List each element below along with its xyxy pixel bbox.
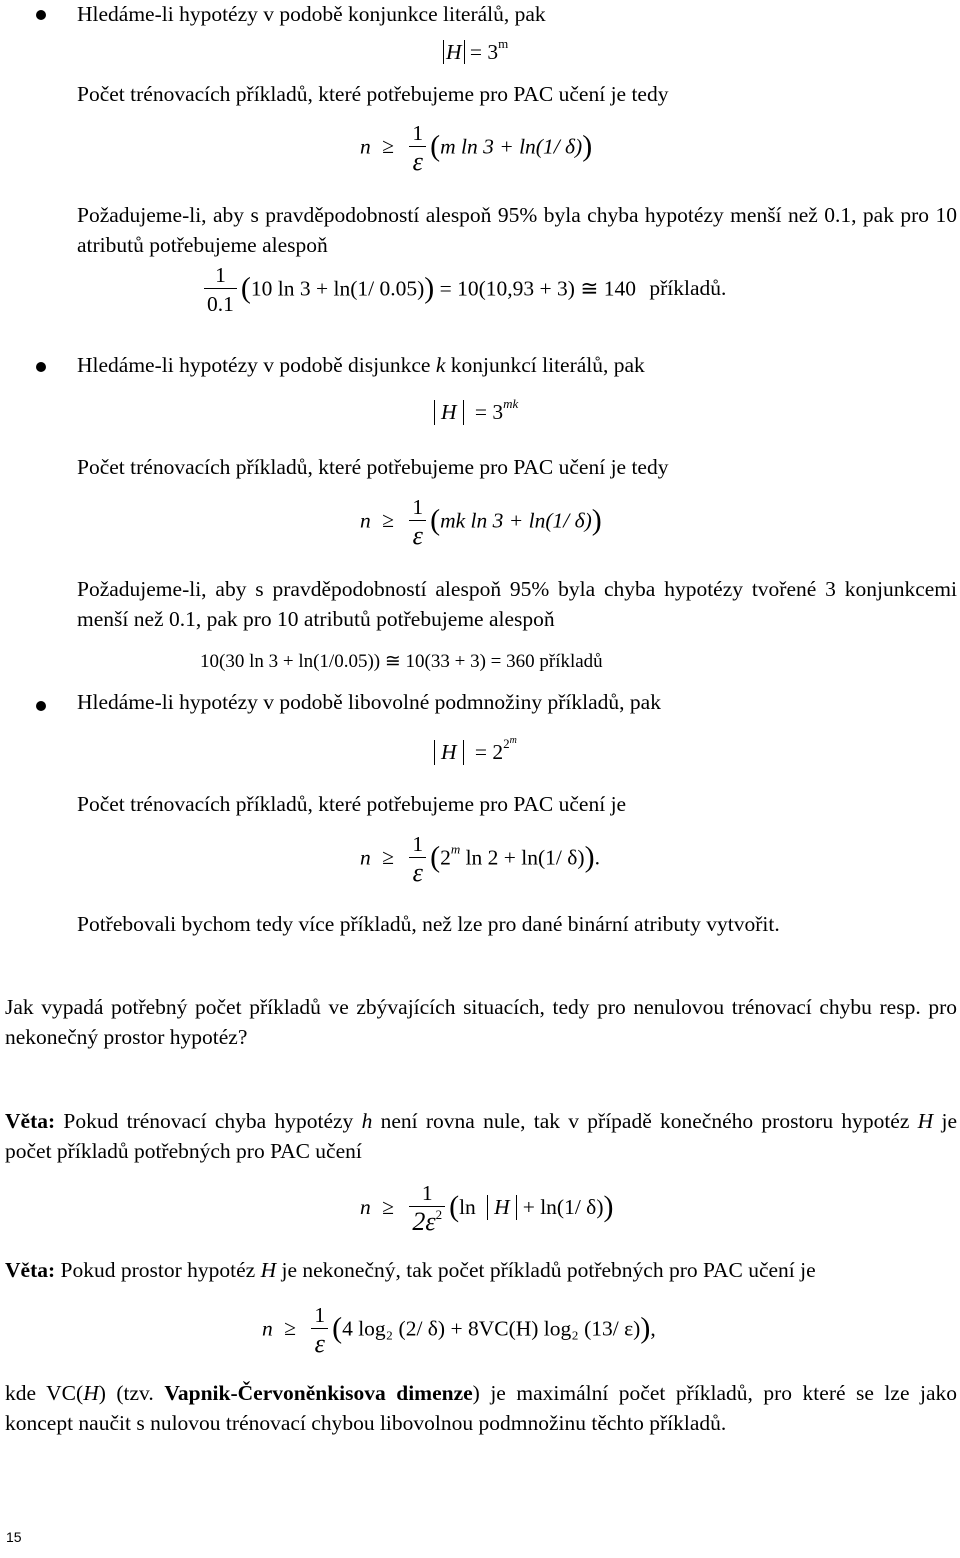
fraction [311, 1302, 328, 1359]
theorem-label: Věta: [5, 1258, 56, 1282]
geq-symbol: ≥ [382, 134, 394, 159]
H-exponent: mk [503, 396, 519, 411]
numerator: 1 [409, 831, 426, 858]
n-symbol: n [262, 1316, 273, 1341]
theorem-text: je počet příkladů potřebných pro PAC učení [5, 1109, 957, 1163]
item1-bound-formula: n ≥ $\frac{1}{\varepsilon}$ (m ln 3 + ln(1/ δ)) [360, 121, 593, 176]
formula-body: 4 log₂ (2/ δ) + 8VC(H) log₂ (13/ ε) [342, 1316, 641, 1341]
fraction [204, 262, 237, 319]
bullet [36, 362, 46, 372]
item3-conclusion: Potřebovali bychom tedy více příkladů, než lze pro dané binární atributy vytvořit. [77, 912, 780, 936]
bullet [36, 10, 46, 20]
denominator: 0.1 [207, 292, 234, 316]
theorem-label: Věta: [5, 1109, 56, 1133]
denominator: ε [314, 1329, 325, 1358]
numerator: 1 [311, 1302, 328, 1329]
calc-result: = 10(10,93 + 3) ≅ 140 [439, 276, 636, 301]
H-symbol: H [443, 40, 462, 64]
item3-intro: Hledáme-li hypotézy v podobě libovolné podmnožiny příkladů, pak [77, 690, 661, 714]
vc-text: ) (tzv. [98, 1381, 154, 1405]
item1-intro: Hledáme-li hypotézy v podobě konjunkce literálů, pak [77, 2, 546, 26]
item1-calc-formula: $\frac{1}{0.1}$ (10 ln 3 + ln(1/ 0.05)) = 10(10,93 + 3) ≅ 140 příkladů. [200, 262, 726, 319]
H-symbol: H [434, 400, 464, 425]
item1-requirement: Požadujeme-li, aby s pravděpodobností alespoň 95% byla chyba hypotézy menší než 0.1, pak pro 10 atributů potřebujeme alespoň [77, 203, 957, 257]
item2-bound-formula: n ≥ $\frac{1}{\varepsilon}$ (mk ln 3 + ln(1/ δ)) [360, 495, 602, 550]
bound-inner: m ln 3 + ln(1/ δ) [440, 134, 583, 159]
geq-symbol: ≥ [382, 1194, 394, 1219]
H-symbol: H [917, 1109, 934, 1133]
vc-text: ) je maximální počet příkladů, pro které se lze jako koncept naučit s nulovou trénovací chybou libovolnou podmnožinu těchto příkladů. [5, 1381, 958, 1435]
h-symbol: h [361, 1109, 373, 1133]
bound-rest: ln 2 + ln(1/ δ) [465, 845, 585, 870]
H-value: 3 [492, 400, 504, 424]
item1-H-formula [443, 36, 509, 65]
vc-dimension-term: Vapnik-Červoněnkisova dimenze [164, 1381, 473, 1405]
ln-text: ln [459, 1194, 476, 1219]
item2-count-line: Počet trénovacích příkladů, které potřebujeme pro PAC učení je tedy [77, 455, 669, 479]
numerator: 1 [409, 1180, 445, 1207]
theorem-text: je nekonečný, tak počet příkladů potřebných pro PAC učení je [281, 1258, 816, 1282]
bullet [36, 701, 46, 711]
item3-H-formula [428, 735, 517, 765]
n-symbol: n [360, 1194, 371, 1219]
vc-note-paragraph [5, 1378, 957, 1438]
equals: = [474, 740, 488, 764]
tail: , [650, 1316, 656, 1341]
item2-requirement: Požadujeme-li, aby s pravděpodobností alespoň 95% byla chyba hypotézy tvořené 3 konjunkcemi menší než 0.1, pak pro 10 atributů potřebujeme alespoň [77, 577, 957, 631]
calc-expr: 10 ln 3 + ln(1/ 0.05) [250, 276, 425, 301]
H-symbol: H [487, 1195, 517, 1220]
item2-intro [77, 353, 645, 378]
inner-text: + ln(1/ δ) [522, 1194, 604, 1219]
item3-count-line: Počet trénovacích příkladů, které potřebujeme pro PAC učení je [77, 792, 627, 816]
page-number: 15 [6, 1529, 22, 1545]
n-symbol: n [360, 508, 371, 533]
numerator: 1 [409, 494, 426, 521]
bound-inner: mk ln 3 + ln(1/ δ) [440, 508, 592, 533]
geq-symbol: ≥ [284, 1316, 296, 1341]
denominator: $2\varepsilon^2$ [412, 1207, 443, 1236]
denominator: ε [412, 858, 423, 887]
numerator: 1 [204, 262, 237, 289]
H-symbol: H [434, 740, 464, 765]
theorem-text: Pokud trénovací chyba hypotézy [63, 1109, 354, 1133]
bound-exponent: m [450, 841, 461, 857]
fraction [409, 494, 426, 551]
theorem1-formula: n ≥ $\frac{1}{2\varepsilon^2}$ (ln H + ln(1/ δ)) [360, 1181, 614, 1236]
question-paragraph: Jak vypadá potřebný počet příkladů ve zbývajících situacích, tedy pro nenulovou trénovací chybu resp. pro nekonečný prostor hypotéz? [5, 995, 957, 1049]
item2-H-formula [428, 396, 519, 425]
fraction [409, 1180, 445, 1238]
H-symbol: H [260, 1258, 277, 1282]
geq-symbol: ≥ [382, 845, 394, 870]
theorem2-formula: n ≥ $\frac{1}{\varepsilon}$ (4 log₂ (2/ δ) + 8VC(H) log₂ (13/ ε)), [262, 1303, 656, 1358]
theorem-text: Pokud prostor hypotéz [60, 1258, 256, 1282]
theorem2-paragraph [5, 1258, 816, 1283]
intro-text: konjunkcí literálů, pak [450, 353, 645, 377]
n-symbol: n [360, 134, 371, 159]
H-exponent: 2m [503, 735, 517, 751]
equals: = [474, 400, 488, 424]
H-value: 3 [487, 40, 499, 64]
vc-text: kde VC( [5, 1381, 84, 1405]
fraction [409, 120, 426, 177]
equals: = [469, 40, 483, 64]
denominator: ε [412, 521, 423, 550]
H-value: 2 [492, 740, 504, 764]
geq-symbol: ≥ [382, 508, 394, 533]
bound-base: 2 [440, 845, 451, 870]
n-symbol: n [360, 845, 371, 870]
H-exponent: m [498, 36, 509, 51]
item2-calc-line: 10(30 ln 3 + ln(1/0.05)) ≅ 10(33 + 3) = 360 příkladů [200, 651, 603, 672]
item1-count-line: Počet trénovacích příkladů, které potřebujeme pro PAC učení je tedy [77, 82, 669, 106]
item3-bound-formula: n ≥ $\frac{1}{\varepsilon}$ (2$^m$ ln 2 + ln(1/ δ)). [360, 832, 600, 887]
k-symbol: k [435, 353, 446, 377]
numerator: 1 [409, 120, 426, 147]
denominator: ε [412, 147, 423, 176]
theorem1-paragraph [5, 1106, 957, 1166]
calc-unit: příkladů. [649, 276, 727, 301]
theorem-text: není rovna nule, tak v případě konečného prostoru hypotéz [380, 1109, 910, 1133]
H-symbol: H [83, 1381, 99, 1405]
intro-text: Hledáme-li hypotézy v podobě disjunkce [77, 353, 431, 377]
fraction [409, 831, 426, 888]
